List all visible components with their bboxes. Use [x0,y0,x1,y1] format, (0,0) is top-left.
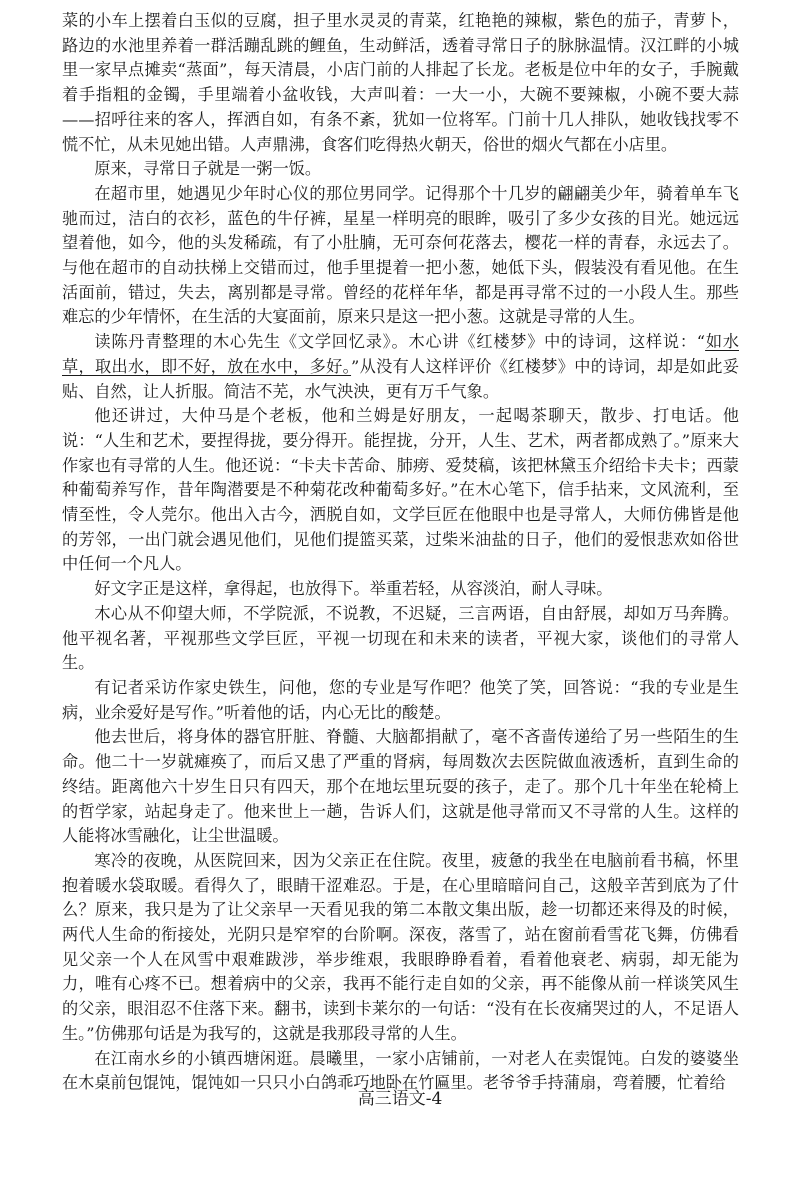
paragraph [62,725,739,849]
text-segment: 在超市里，她遇见少年时心仪的那位男同学。记得那个十几岁的翩翩美少年，骑着单车飞驰而过，洁白的衣衫，蓝色的牛仔裤，星星一样明亮的眼眸，吸引了多少女孩的目光。她远远望着他，如今，他的头发稀疏，有了小肚腩，无可奈何花落去，樱花一样的青春，永远去了。与他在超市的自动扶梯上交错而过，他手里提着一把小葱，她低下头，假装没有看见他。在生活面前，错过，失去，离别都是寻常。曾经的花样年华，都是再寻常不过的一小段人生。那些难忘的少年情怀，在生活的大宴面前，原来只是这一把小葱。这就是寻常的人生。 [62,183,739,327]
paragraph [62,9,739,157]
text-segment: 寒冷的夜晚，从医院回来，因为父亲正在住院。夜里，疲惫的我坐在电脑前看书稿，怀里抱着暖水袋取暖。看得久了，眼睛干涩难忍。于是，在心里暗暗问自己，这般辛苦到底为了什么？原来，我只是为了让父亲早一天看见我的第二本散文集出版，趁一切都还来得及的时候，两代人生命的衔接处，光阴只是窄窄的台阶啊。深夜，落雪了，站在窗前看雪花飞舞，仿佛看见父亲一个人在风雪中艰难跋涉，举步维艰，我眼睁睁看着，看着他衰老、病弱，却无能为力，唯有心疼不已。想着病中的父亲，我再不能行走自如的父亲，再不能像从前一样谈笑风生的父亲，眼泪忍不住落下来。翻书，读到卡莱尔的一句话：“没有在长夜痛哭过的人，不足语人生。”仿佛那句话是为我写的，这就是我那段寻常的人生。 [62,850,739,1043]
paragraph [62,602,739,676]
paragraph [62,404,739,577]
text-segment: 他还讲过，大仲马是个老板，他和兰姆是好朋友，一起喝茶聊天，散步、打电话。他说：“人生和艺术，要捏得拢，要分得开。能捏拢，分开，人生、艺术，两者都成熟了。”原来大作家也有寻常的人生。他还说：“卡夫卡苦命、肺痨、爱焚稿，该把林黛玉介绍给卡夫卡；西蒙种葡萄养写作，昔年陶潜要是不种菊花改种葡萄多好。”在木心笔下，信手拈来，文风流利，至情至性，令人莞尔。他出入古今，洒脱自如，文学巨匠在他眼中也是寻常人，大师仿佛皆是他的芳邻，一出门就会遇见他们，见他们提篮买菜，过柴米油盐的日子，他们的爱恨悲欢如俗世中任何一个凡人。 [62,406,739,574]
paragraph [62,849,739,1047]
underlined-quote: 如水草，取出水，即不好，放在水中，多好。 [62,332,739,376]
page-footer [0,1086,800,1112]
text-segment: 原来，寻常日子就是一粥一饭。 [94,159,322,179]
paragraph [62,182,739,330]
page-footer-label: 高三语文-4 [357,1089,443,1109]
text-segment: ”从没有人这样评价《红楼梦》中的诗词，却是如此妥贴、自然，让人折服。简洁不芜，水气泱泱，更有万千气象。 [62,356,739,401]
paragraph [62,330,739,404]
paragraph [62,157,739,182]
paragraph [62,676,739,725]
text-segment: 好文字正是这样，拿得起，也放得下。举重若轻，从容淡泊，耐人寻味。 [94,579,613,599]
text-segment: 他去世后，将身体的器官肝脏、脊髓、大脑都捐献了，毫不吝啬传递给了另一些陌生的生命。他二十一岁就瘫痪了，而后又患了严重的肾病，每周数次去医院做血液透析，直到生命的终结。距离他六十岁生日只有四天，那个在地坛里玩耍的孩子，走了。那个几十年坐在轮椅上的哲学家，站起身走了。他来世上一趟，告诉人们，这就是他寻常而又不寻常的人生。这样的人能将冰雪融化，让尘世温暖。 [62,727,739,846]
text-segment: 菜的小车上摆着白玉似的豆腐，担子里水灵灵的青菜，红艳艳的辣椒，紫色的茄子，青萝卜，路边的水池里养着一群活蹦乱跳的鲤鱼，生动鲜活，透着寻常日子的脉脉温情。汉江畔的小城里一家早点摊卖“蒸面”，每天清晨，小店门前的人排起了长龙。老板是位中年的女子，手腕戴着手指粗的金镯，手里端着小盆收钱，大声叫着：一大一小，大碗不要辣椒，小碗不要大蒜——招呼往来的客人，挥洒自如，有条不紊，犹如一位将军。门前十几人排队，她收钱找零不慌不忙，从未见她出错。人声鼎沸，食客们吃得热火朝天，俗世的烟火气都在小店里。 [62,11,739,154]
text-segment: 在江南水乡的小镇西塘闲逛。晨曦里，一家小店铺前，一对老人在卖馄饨。白发的婆婆坐在木桌前包馄饨，馄饨如一只只小白鸽乖巧地卧在竹匾里。老爷爷手持蒲扇，弯着腰，忙着给 [62,1048,739,1093]
paragraph [62,577,739,602]
text-segment: 读陈丹青整理的木心先生《文学回忆录》。木心讲《红楼梦》中的诗词，这样说：“ [94,332,706,352]
text-segment: 木心从不仰望大师，不学院派，不说教，不迟疑，三言两语，自由舒展，却如万马奔腾。他平视名著，平视那些文学巨匠，平视一切现在和未来的读者，平视大家，谈他们的寻常人生。 [62,603,739,673]
essay-body [62,9,739,1096]
text-segment: 有记者采访作家史铁生，问他，您的专业是写作吧？他笑了笑，回答说：“我的专业是生病，业余爱好是写作。”听着他的话，内心无比的酸楚。 [62,677,739,722]
